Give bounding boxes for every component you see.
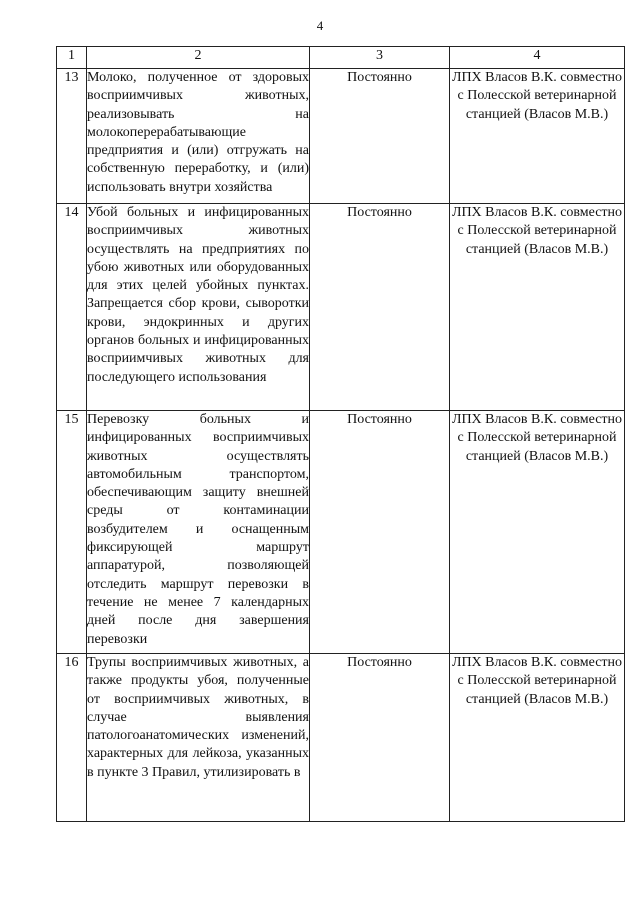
- column-header: 1: [57, 47, 87, 69]
- measure-text: Перевозку больных и инфицированных восприимчивых животных осуществлять автомобильным транспортом, обеспечивающим защиту внешней среды от контаминации возбудителем и оснащенным фиксирующей маршрут аппаратурой, позволяющей отследить маршрут перевозки в течение не менее 7 календарных дней после дня завершения перевозки: [87, 411, 310, 654]
- row-number: 16: [57, 654, 87, 822]
- table-header-row: [57, 47, 625, 69]
- table-row: [57, 411, 625, 654]
- responsible-party: ЛПХ Власов В.К. совместно с Полесской ветеринарной станцией (Власов М.В.): [450, 69, 625, 204]
- measure-text: Убой больных и инфицированных восприимчивых животных осуществлять на предприятиях по убою животных или оборудованных для этих целей убойных пунктах. Запрещается сбор крови, сыворотки крови, эндокринных и других органов больных и инфицированных восприимчивых животных для последующего использования: [87, 204, 310, 411]
- row-number: 13: [57, 69, 87, 204]
- responsible-party: ЛПХ Власов В.К. совместно с Полесской ветеринарной станцией (Власов М.В.): [450, 654, 625, 822]
- row-number: 15: [57, 411, 87, 654]
- column-header: 2: [87, 47, 310, 69]
- measure-term: Постоянно: [310, 69, 450, 204]
- table-row: [57, 654, 625, 822]
- row-number: 14: [57, 204, 87, 411]
- measures-table: [56, 46, 625, 822]
- measure-text: Трупы восприимчивых животных, а также продукты убоя, полученные от восприимчивых животных, в случае выявления патологоанатомических изменений, характерных для лейкоза, указанных в пункте 3 Правил, утилизировать в: [87, 654, 310, 822]
- table-row: [57, 69, 625, 204]
- page-number: 4: [316, 18, 324, 33]
- column-header: 3: [310, 47, 450, 69]
- responsible-party: ЛПХ Власов В.К. совместно с Полесской ветеринарной станцией (Власов М.В.): [450, 204, 625, 411]
- column-header: 4: [450, 47, 625, 69]
- measure-term: Постоянно: [310, 654, 450, 822]
- measure-term: Постоянно: [310, 204, 450, 411]
- measure-term: Постоянно: [310, 411, 450, 654]
- table-row: [57, 204, 625, 411]
- measure-text: Молоко, полученное от здоровых восприимчивых животных, реализовывать на молокоперерабатывающие предприятия и (или) отгружать на собственную переработку, и (или) использовать внутри хозяйства: [87, 69, 310, 204]
- responsible-party: ЛПХ Власов В.К. совместно с Полесской ветеринарной станцией (Власов М.В.): [450, 411, 625, 654]
